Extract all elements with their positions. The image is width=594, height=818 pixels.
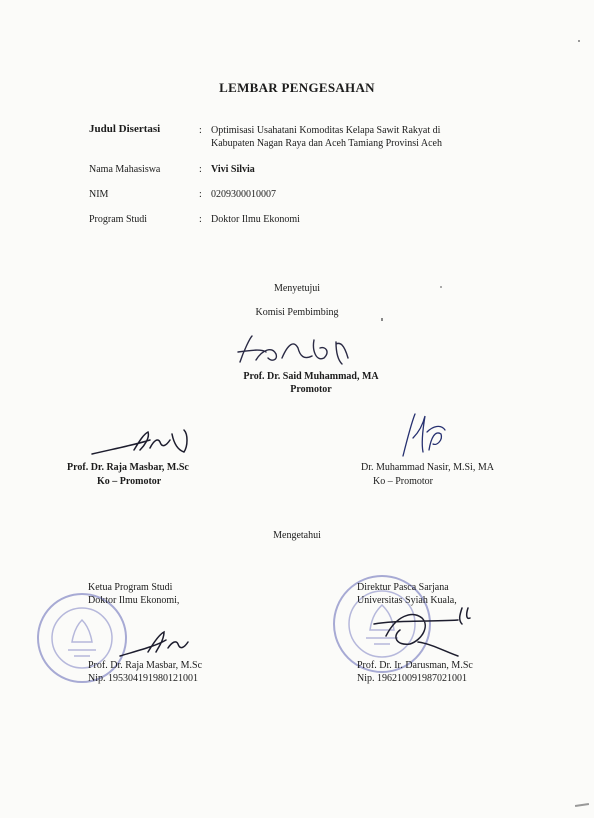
co-promotor-right-signature bbox=[393, 410, 453, 460]
left-official-nip: Nip. 195304191980121001 bbox=[88, 673, 198, 684]
co-promotor-right-name: Dr. Muhammad Nasir, M.Si, MA bbox=[361, 462, 494, 473]
promotor-role: Promotor bbox=[290, 384, 332, 395]
field-value-name: Vivi Silvia bbox=[211, 164, 255, 175]
left-title-line1: Ketua Program Studi bbox=[88, 582, 173, 593]
right-official-name: Prof. Dr. Ir. Darusman, M.Sc bbox=[357, 660, 473, 671]
field-colon: : bbox=[199, 125, 202, 136]
committee-label: Komisi Pembimbing bbox=[255, 307, 339, 318]
field-label-nim: NIM bbox=[89, 189, 109, 200]
field-colon: : bbox=[199, 189, 202, 200]
field-label-name: Nama Mahasiswa bbox=[89, 164, 161, 175]
field-value-title-line1: Optimisasi Usahatani Komoditas Kelapa Sawit Rakyat di bbox=[211, 125, 441, 136]
program-head-signature bbox=[116, 620, 196, 660]
approval-heading: Menyetujui bbox=[273, 283, 321, 294]
field-label-title: Judul Disertasi bbox=[89, 123, 161, 135]
right-title-line1: Direktur Pasca Sarjana bbox=[357, 582, 449, 593]
right-title-line2: Universitas Syiah Kuala, bbox=[357, 595, 457, 606]
co-promotor-left-role: Ko – Promotor bbox=[97, 476, 162, 487]
co-promotor-left-signature bbox=[88, 420, 198, 460]
left-official-name: Prof. Dr. Raja Masbar, M.Sc bbox=[88, 660, 203, 671]
field-value-title-line2: Kabupaten Nagan Raya dan Aceh Tamiang Provinsi Aceh bbox=[211, 138, 442, 149]
co-promotor-left-name: Prof. Dr. Raja Masbar, M.Sc bbox=[67, 462, 189, 473]
field-label-program: Program Studi bbox=[89, 214, 148, 225]
right-official-nip: Nip. 196210091987021001 bbox=[357, 673, 467, 684]
scan-mark bbox=[575, 803, 589, 807]
left-title-line2: Doktor Ilmu Ekonomi, bbox=[88, 595, 180, 606]
field-value-program: Doktor Ilmu Ekonomi bbox=[211, 214, 300, 225]
promotor-signature bbox=[232, 330, 382, 370]
page-title: LEMBAR PENGESAHAN bbox=[219, 80, 375, 95]
scan-speck bbox=[381, 318, 383, 321]
scan-speck bbox=[578, 40, 580, 42]
field-value-nim: 0209300010007 bbox=[211, 189, 276, 200]
field-colon: : bbox=[199, 214, 202, 225]
co-promotor-right-role: Ko – Promotor bbox=[373, 476, 433, 487]
director-signature bbox=[366, 600, 476, 660]
scan-speck bbox=[440, 286, 442, 288]
promotor-name: Prof. Dr. Said Muhammad, MA bbox=[243, 371, 379, 382]
acknowledge-heading: Mengetahui bbox=[273, 530, 321, 541]
field-colon: : bbox=[199, 164, 202, 175]
